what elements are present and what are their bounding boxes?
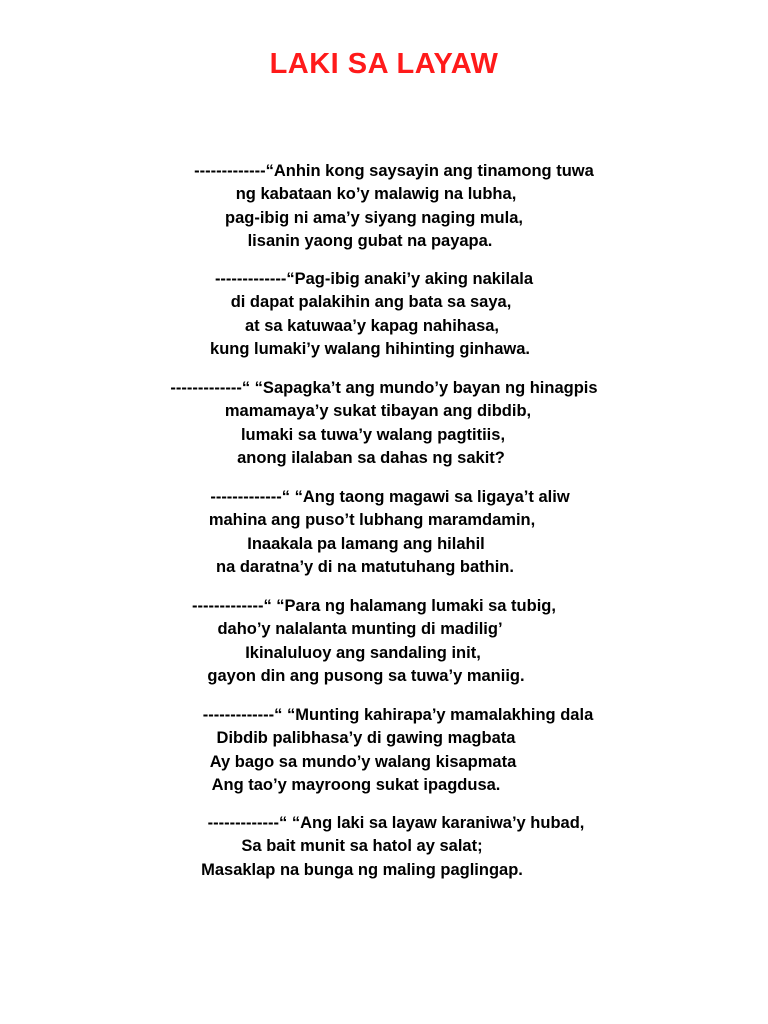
stanza-line: -------------“Pag-ibig anaki’y aking nakilala <box>214 270 534 288</box>
stanza-4 <box>0 486 768 579</box>
stanza-3 <box>0 377 768 470</box>
stanza-line: kung lumaki’y walang hihinting ginhawa. <box>210 339 530 358</box>
stanza-5 <box>0 595 768 688</box>
stanza-line: na daratna’y di na matutuhang bathin. <box>216 557 514 576</box>
stanza-line: mahina ang puso’t lubhang maramdamin, <box>208 511 536 530</box>
stanza-line: -------------“ “Ang laki sa layaw karaniwa’y hubad, <box>207 814 585 832</box>
stanza-line: Dibdib palibhasa’y di gawing magbata <box>216 729 516 748</box>
stanza-line: -------------“ “Ang taong magawi sa ligaya’t aliw <box>210 488 570 506</box>
stanza-line: at sa katuwaa’y kapag nahihasa, <box>244 316 500 335</box>
stanza-line: di dapat palakihin ang bata sa saya, <box>230 293 512 312</box>
stanza-line: Sa bait munit sa hatol ay salat; <box>241 837 483 856</box>
stanza-line: ng kabataan ko’y malawig na lubha, <box>235 185 517 204</box>
stanza-line: -------------“ “Sapagka’t ang mundo’y bayan ng hinagpis <box>170 379 598 397</box>
stanza-1 <box>0 160 768 253</box>
poem-title: LAKI SA LAYAW <box>269 48 499 80</box>
stanza-line: Inaakala pa lamang ang hilahil <box>247 534 485 553</box>
stanza-line: Ay bago sa mundo’y walang kisapmata <box>209 752 517 771</box>
stanza-line: -------------“Anhin kong saysayin ang tinamong tuwa <box>194 162 594 180</box>
stanza-line: Ang tao’y mayroong sukat ipagdusa. <box>211 775 501 794</box>
stanza-line: daho’y nalalanta munting di madilig’ <box>217 620 503 639</box>
stanza-6 <box>0 704 768 797</box>
stanza-line: mamamaya’y sukat tibayan ang dibdib, <box>224 402 532 421</box>
stanza-2 <box>0 268 768 361</box>
stanza-line: Ikinaluluoy ang sandaling init, <box>245 643 481 662</box>
stanza-line: anong ilalaban sa dahas ng sakit? <box>237 448 505 467</box>
stanza-line: gayon din ang pusong sa tuwa’y maniig. <box>207 666 525 685</box>
stanza-line: pag-ibig ni ama’y siyang naging mula, <box>225 208 523 227</box>
stanza-7 <box>0 812 768 882</box>
stanza-line: -------------“ “Para ng halamang lumaki sa tubig, <box>192 597 556 615</box>
stanza-line: -------------“ “Munting kahirapa’y mamalakhing dala <box>202 706 594 724</box>
stanza-line: lisanin yaong gubat na payapa. <box>247 231 493 250</box>
stanza-line: lumaki sa tuwa’y walang pagtitiis, <box>240 425 506 444</box>
stanza-line: Masaklap na bunga ng maling paglingap. <box>201 860 523 879</box>
